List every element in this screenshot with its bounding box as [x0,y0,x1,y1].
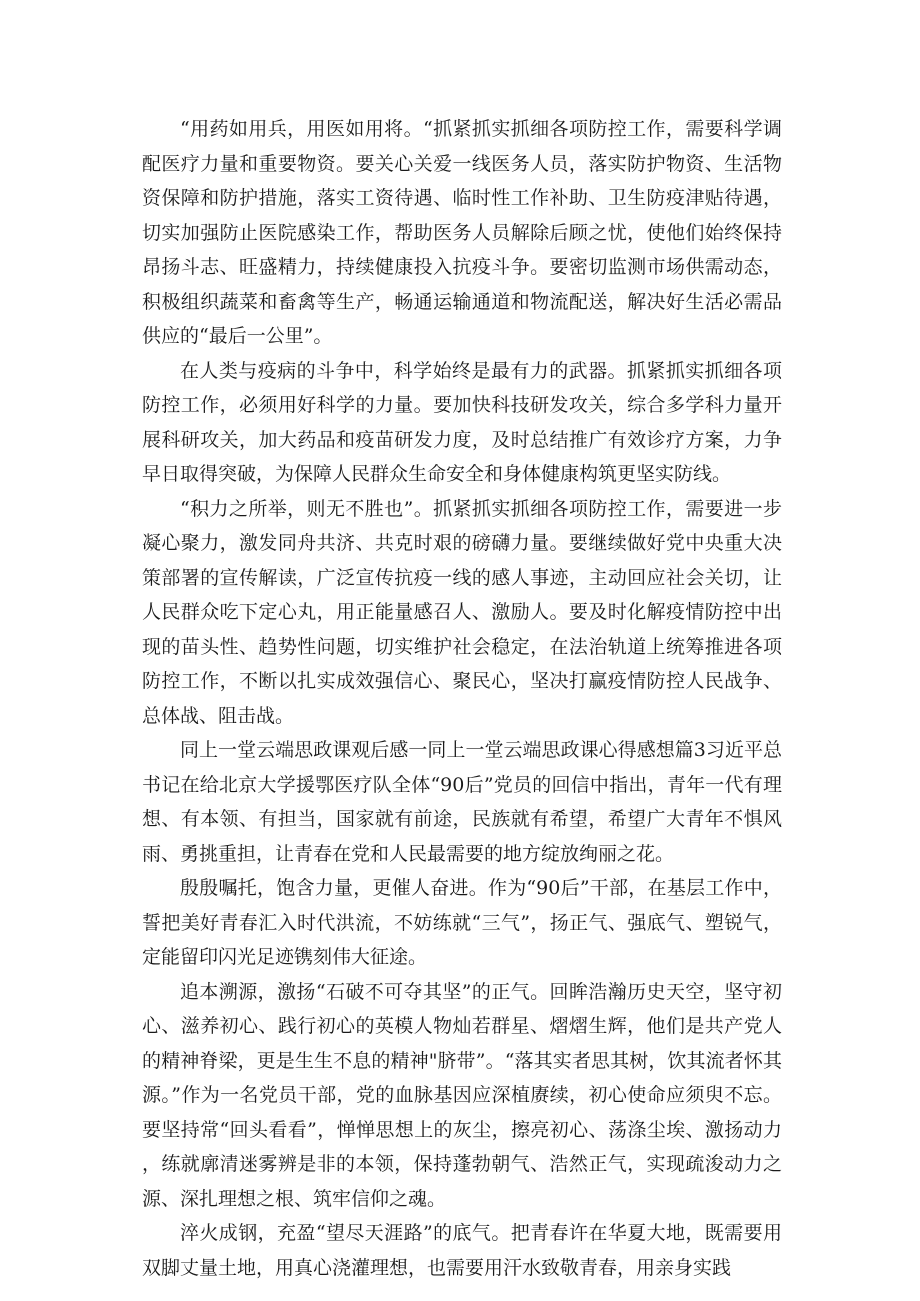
paragraph-1: “用药如用兵，用医如用将。“抓紧抓实抓细各项防控工作，需要科学调配医疗力量和重要物资。要关心关爱一线医务人员，落实防护物资、生活物资保障和防护措施，落实工资待遇、临时性工作补助、卫生防疫津贴待遇，切实加强防止医院感染工作，帮助医务人员解除后顾之忧，使他们始终保持昂扬斗志、旺盛精力，持续健康投入抗疫斗争。要密切监测市场供需动态，积极组织蔬菜和畜禽等生产，畅通运输通道和物流配送，解决好生活必需品供应的“最后一公里”。 [142,118,782,347]
paragraph-4: 同上一堂云端思政课观后感一同上一堂云端思政课心得感想篇3习近平总书记在给北京大学援鄂医疗队全体“90后”党员的回信中指出，青年一代有理想、有本领、有担当，国家就有前途，民族就有希望，希望广大青年不惧风雨、勇挑重担，让青春在党和人民最需要的地方绽放绚丽之花。 [142,739,782,865]
paragraph-5: 殷殷嘱托，饱含力量，更催人奋进。作为“90后”干部，在基层工作中，誓把美好青春汇入时代洪流，不妨练就“三气”，扬正气、强底气、塑锐气，定能留印闪光足迹镌刻伟大征途。 [142,877,782,968]
document-body [142,112,782,1285]
paragraph-2: 在人类与疫病的斗争中，科学始终是最有力的武器。抓紧抓实抓细各项防控工作，必须用好科学的力量。要加快科技研发攻关，综合多学科力量开展科研攻关，加大药品和疫苗研发力度，及时总结推广有效诊疗方案，力争早日取得突破，为保障人民群众生命安全和身体健康构筑更坚实防线。 [142,359,782,485]
paragraph-3: “积力之所举，则无不胜也”。抓紧抓实抓细各项防控工作，需要进一步凝心聚力，激发同舟共济、共克时艰的磅礴力量。要继续做好党中央重大决策部署的宣传解读，广泛宣传抗疫一线的感人事迹，主动回应社会关切，让人民群众吃下定心丸，用正能量感召人、激励人。要及时化解疫情防控中出现的苗头性、趋势性问题，切实维护社会稳定，在法治轨道上统筹推进各项防控工作，不断以扎实成效强信心、聚民心，坚决打赢疫情防控人民战争、总体战、阻击战。 [142,497,782,727]
paragraph-7: 淬火成钢，充盈“望尽天涯路”的底气。把青春许在华夏大地，既需要用双脚丈量土地，用真心浇灌理想，也需要用汗水致敬青春，用亲身实践 [142,1222,782,1279]
paragraph-6: 追本溯源，激扬“石破不可夺其坚”的正气。回眸浩瀚历史天空，坚守初心、滋养初心、践行初心的英模人物灿若群星、熠熠生辉，他们是共产党人的精神脊梁，更是生生不息的精神"脐带”。“落其实者思其树，饮其流者怀其源。”作为一名党员干部，党的血脉基因应深植赓续，初心使命应须臾不忘。要坚持常“回头看看”，惮惮思想上的灰尘，擦亮初心、荡涤尘埃、激扬动力，练就廓清迷雾辨是非的本领，保持蓬勃朝气、浩然正气，实现疏浚动力之源、深扎理想之根、筑牢信仰之魂。 [142,980,782,1210]
